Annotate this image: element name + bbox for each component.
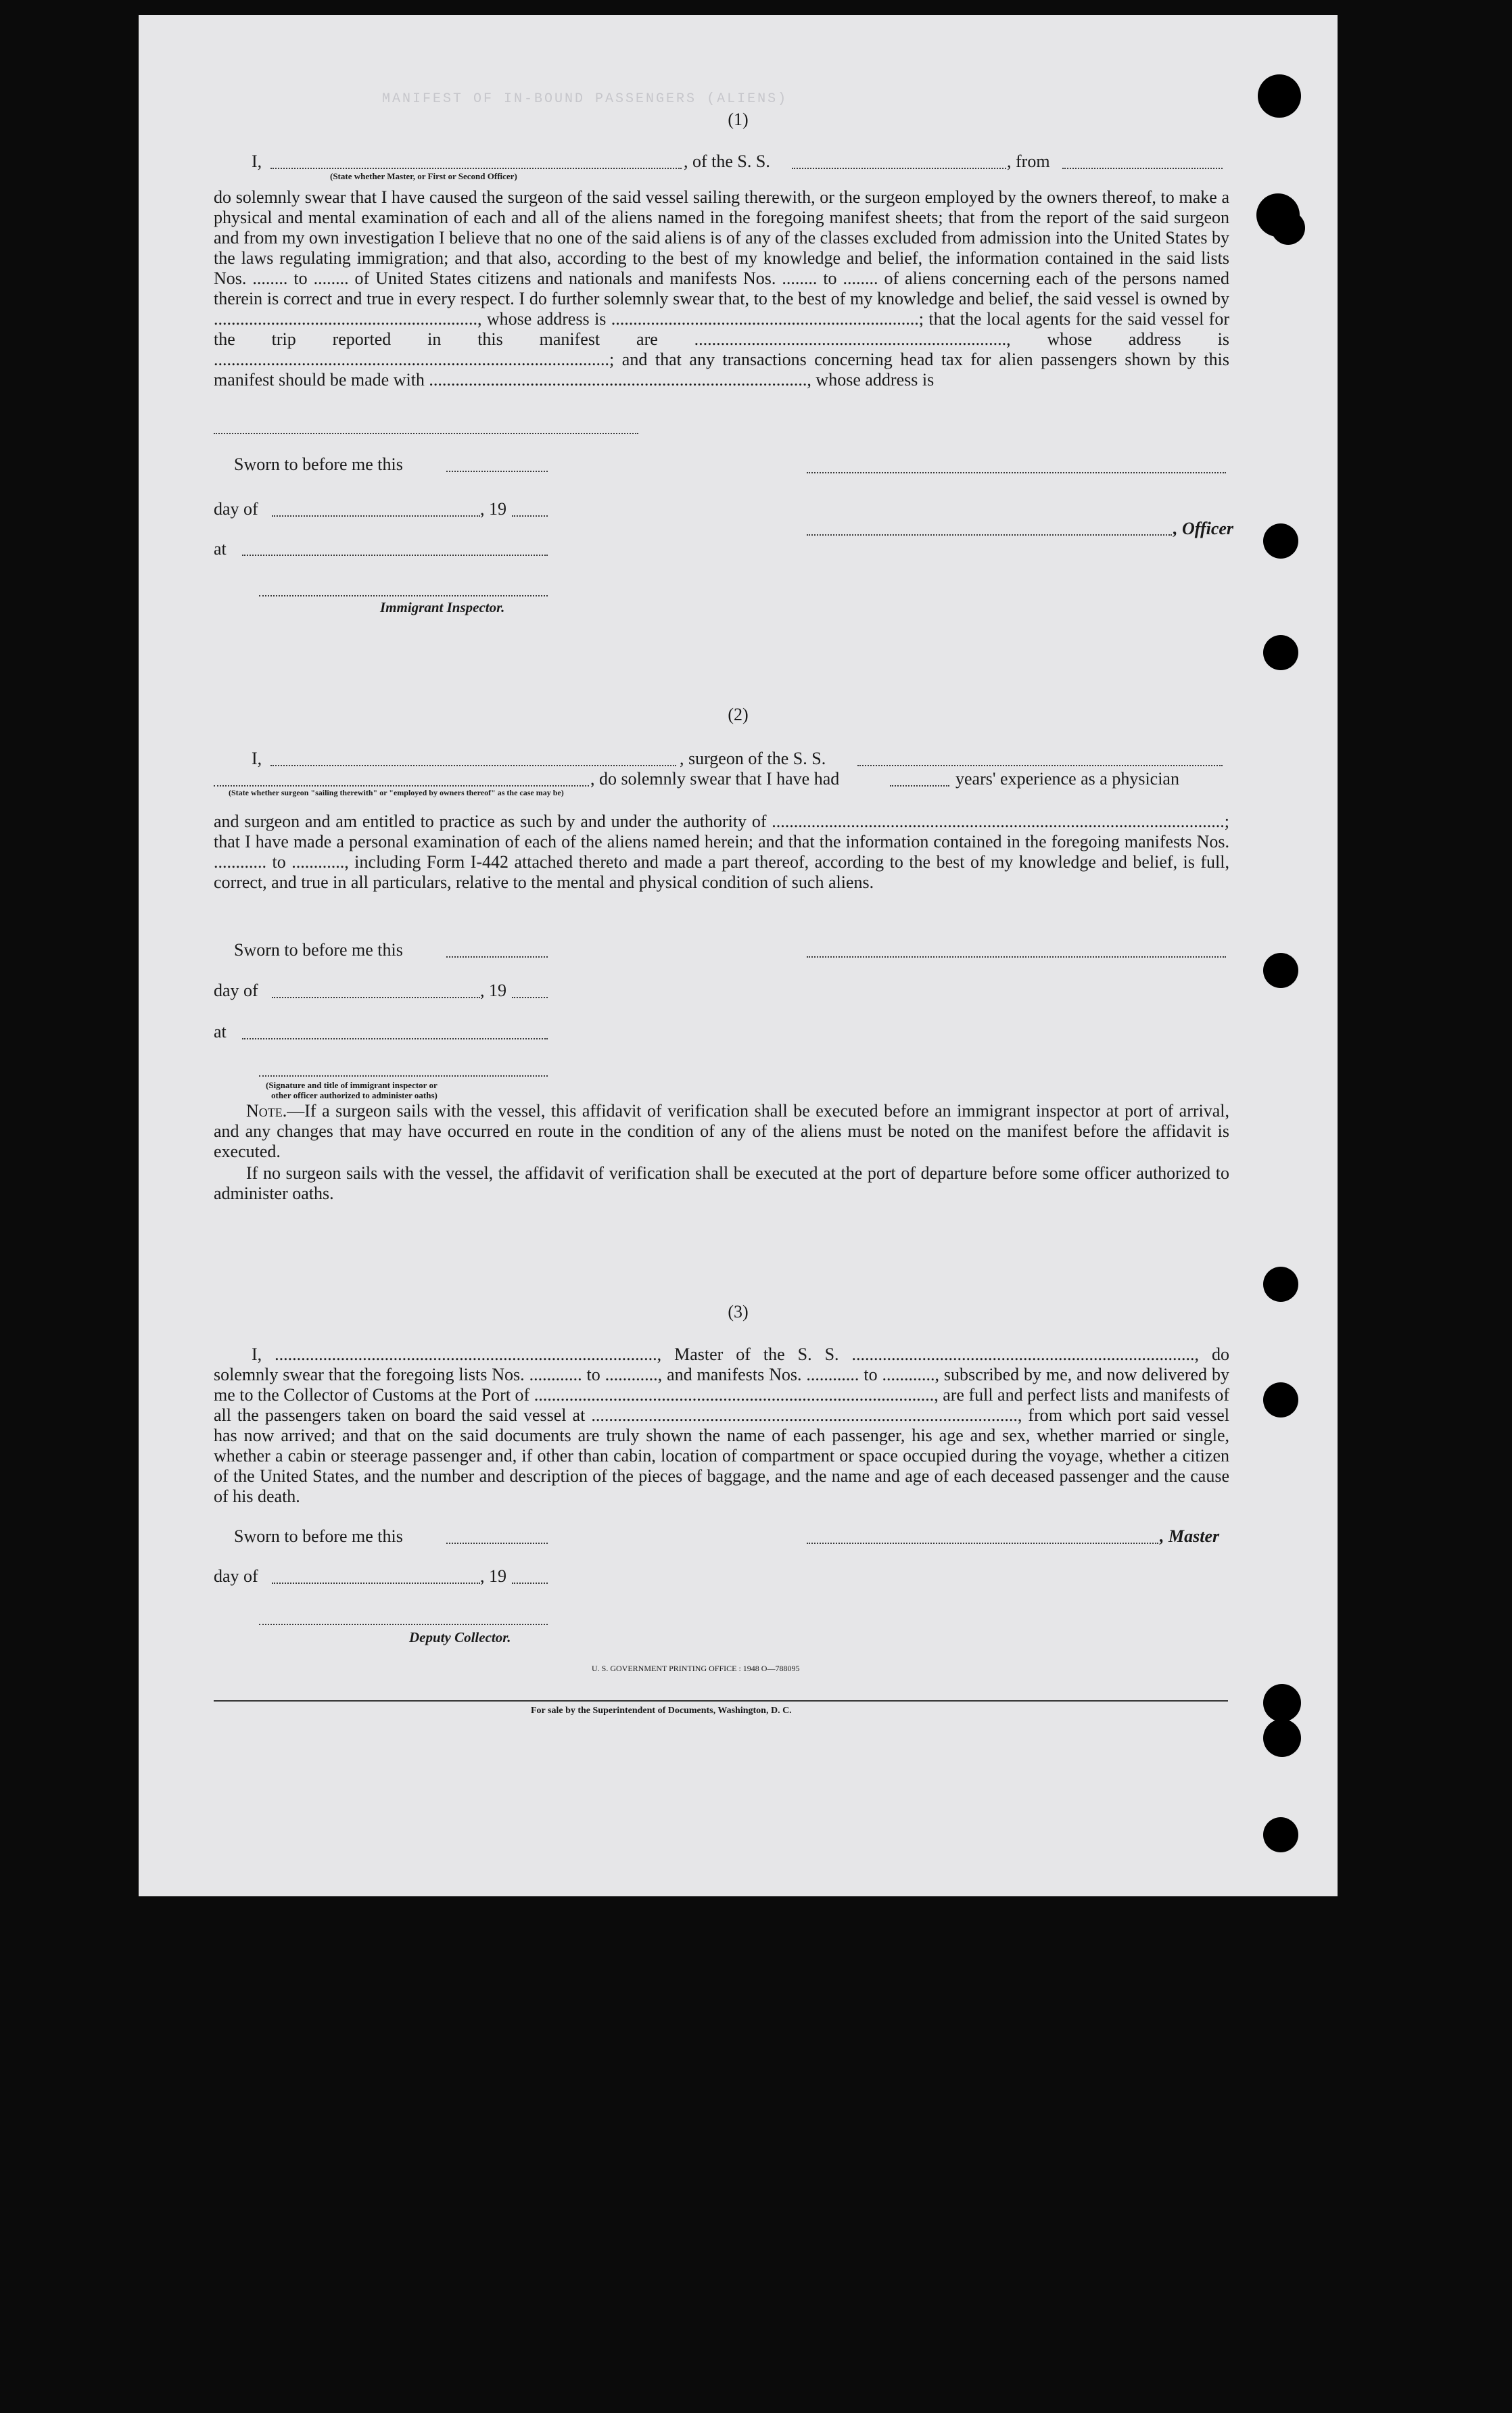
footer-text: For sale by the Superintendent of Documents, Washington, D. C. <box>531 1706 792 1716</box>
section-1-number: (1) <box>728 110 749 129</box>
punch-hole <box>1263 523 1298 559</box>
punch-hole <box>1263 1817 1298 1852</box>
sec2-day-field[interactable] <box>272 997 480 998</box>
punch-hole <box>1258 74 1301 118</box>
sec1-sworn-field[interactable] <box>446 471 548 472</box>
document-page <box>139 15 1338 1896</box>
sec1-day-of-label: day of <box>214 499 258 519</box>
sec2-at-label: at <box>214 1022 227 1041</box>
punch-hole <box>1263 1382 1298 1418</box>
sec2-sig-note-1: (Signature and title of immigrant inspector or <box>266 1080 438 1090</box>
sec1-day-field[interactable] <box>272 515 480 517</box>
sec3-year-label: , 19 <box>480 1566 506 1586</box>
sec3-sworn-field[interactable] <box>446 1543 548 1544</box>
sec2-years: years' experience as a physician <box>955 769 1179 789</box>
sec3-deputy-label: Deputy Collector. <box>409 1629 511 1645</box>
sec2-sig-note-2: other officer authorized to administer oaths) <box>271 1090 438 1100</box>
sec2-i: I, <box>252 749 262 768</box>
sec2-swear: , do solemnly swear that I have had <box>590 769 840 789</box>
sec2-name-field[interactable] <box>270 765 676 766</box>
sec1-officer-field[interactable] <box>807 534 1172 536</box>
sec1-extra-line[interactable] <box>214 433 638 434</box>
footer-rule <box>214 1700 1228 1702</box>
punch-hole <box>1263 1684 1301 1722</box>
gpo-imprint: U. S. GOVERNMENT PRINTING OFFICE : 1948 O—788095 <box>592 1664 800 1673</box>
sec2-note-text: —If a surgeon sails with the vessel, this affidavit of verification shall be executed before an immigrant inspector at port of arrival, and any changes that may have occurred en route in the condition of any of the aliens must be noted on the manifest before the affidavit is executed. <box>214 1101 1229 1161</box>
sec3-oath-paragraph: I, ......................................................................................., Master of the S. S. .............................................................................., do solemnly swear that the foregoing lists Nos. ............ to ............, and manifests Nos. ............ to ............, subscribed by me, and now delivered by me to the Collector of Customs at the Port of ..........................................................................................., are full and perfect lists and manifests of all the passengers taken on board the said vessel at ................................................................................................., from which port said vessel has now arrived; and that on the said documents are truly shown the name of each passenger, his age and sex, whether married or single, whether a cabin or steerage passenger and, if other than cabin, location of compartment or space occupied during the voyage, whether a citizen of the United States, and the number and description of the pieces of baggage, and the name and age of each deceased passenger and the cause of his death. <box>214 1344 1230 1506</box>
sec3-day-of-label: day of <box>214 1566 258 1586</box>
sec2-surgeon-note: (State whether surgeon "sailing therewith" or "employed by owners thereof" as the case may be) <box>229 788 564 797</box>
sec2-day-of-label: day of <box>214 981 258 1000</box>
sec2-vessel-field[interactable] <box>857 765 1223 766</box>
sec1-inspector-signature[interactable] <box>259 595 548 596</box>
sec1-year-label: , 19 <box>480 499 506 519</box>
sec1-inspector-label: Immigrant Inspector. <box>380 599 505 615</box>
punch-hole <box>1263 1719 1301 1757</box>
sec1-name-field[interactable] <box>270 168 682 169</box>
section-3-number: (3) <box>728 1302 749 1321</box>
sec1-year-field[interactable] <box>512 515 548 517</box>
sec2-sworn-label: Sworn to before me this <box>234 940 403 960</box>
sec2-years-field[interactable] <box>890 785 949 787</box>
punch-hole <box>1271 211 1305 245</box>
sec2-surgeon-status-field[interactable] <box>214 785 589 787</box>
bleed-through-header: MANIFEST OF IN-BOUND PASSENGERS (ALIENS) <box>382 91 788 107</box>
sec2-signature-field[interactable] <box>807 956 1226 958</box>
sec2-note-paragraph <box>214 1101 1229 1162</box>
sec2-oath-paragraph: and surgeon and am entitled to practice as such by and under the authority of .......................................................................................................; that I have made a personal examination of each of the aliens named herein; and that the information contained in the foregoing manifests Nos. ............ to ............, including Form I-442 attached thereto and made a part thereof, according to the best of my knowledge and belief, is full, correct, and true in all particulars, relative to the mental and physical condition of such aliens. <box>214 812 1229 892</box>
sec1-from: , from <box>1007 151 1050 171</box>
punch-hole <box>1263 953 1298 988</box>
sec2-note-label: Note. <box>246 1101 287 1121</box>
sec1-from-field[interactable] <box>1062 168 1223 169</box>
sec2-surgeon-label: , surgeon of the S. S. <box>680 749 826 768</box>
sec1-role-note: (State whether Master, or First or Second Officer) <box>330 171 517 181</box>
sec2-sworn-field[interactable] <box>446 956 548 958</box>
sec3-master-signature[interactable] <box>807 1543 1158 1544</box>
sec1-at-field[interactable] <box>242 555 548 556</box>
section-2-number: (2) <box>728 705 749 724</box>
sec1-i: I, <box>252 151 262 171</box>
sec1-oath-paragraph: do solemnly swear that I have caused the surgeon of the said vessel sailing therewith, or the surgeon employed by the owners thereof, to make a physical and mental examination of each and all of the aliens named in the foregoing manifest sheets; that from the report of the said surgeon and from my own investigation I believe that no one of the said aliens is of any of the classes excluded from admission into the United States by the laws regulating immigration; and that also, according to the best of my knowledge and belief, the information contained in the said lists Nos. ........ to ........ of United States citizens and nationals and manifests Nos. ........ to ........ of aliens concerning each of the persons named therein is correct and true in every respect. I do further solemnly swear that, to the best of my knowledge and belief, the said vessel is owned by ............................................................, whose address is ......................................................................; that the local agents for the said vessel for the trip reported in this manifest are ......................................................................., whose address is ..........................................................................................; and that any transactions concerning head tax for alien passengers shown by this manifest should be made with ......................................................................................, whose address is <box>214 187 1229 390</box>
sec2-year-label: , 19 <box>480 981 506 1000</box>
punch-hole <box>1263 1267 1298 1302</box>
sec1-vessel-field[interactable] <box>792 168 1006 169</box>
punch-hole <box>1263 635 1298 670</box>
sec1-at-label: at <box>214 539 227 559</box>
sec3-sworn-label: Sworn to before me this <box>234 1526 403 1546</box>
sec2-inspector-signature[interactable] <box>259 1075 548 1077</box>
sec2-note-2: If no surgeon sails with the vessel, the affidavit of verification shall be executed at the port of departure before some officer authorized to administer oaths. <box>214 1163 1229 1203</box>
sec3-day-field[interactable] <box>272 1583 480 1584</box>
sec1-sworn-label: Sworn to before me this <box>234 454 403 474</box>
sec1-officer-label: , Officer <box>1173 519 1234 538</box>
sec3-deputy-signature[interactable] <box>259 1624 548 1625</box>
sec2-year-field[interactable] <box>512 997 548 998</box>
sec2-at-field[interactable] <box>242 1038 548 1039</box>
sec3-master-label: , Master <box>1160 1526 1220 1546</box>
sec3-year-field[interactable] <box>512 1583 548 1584</box>
sec1-signature-field[interactable] <box>807 472 1226 473</box>
sec1-of-ss: , of the S. S. <box>684 151 770 171</box>
